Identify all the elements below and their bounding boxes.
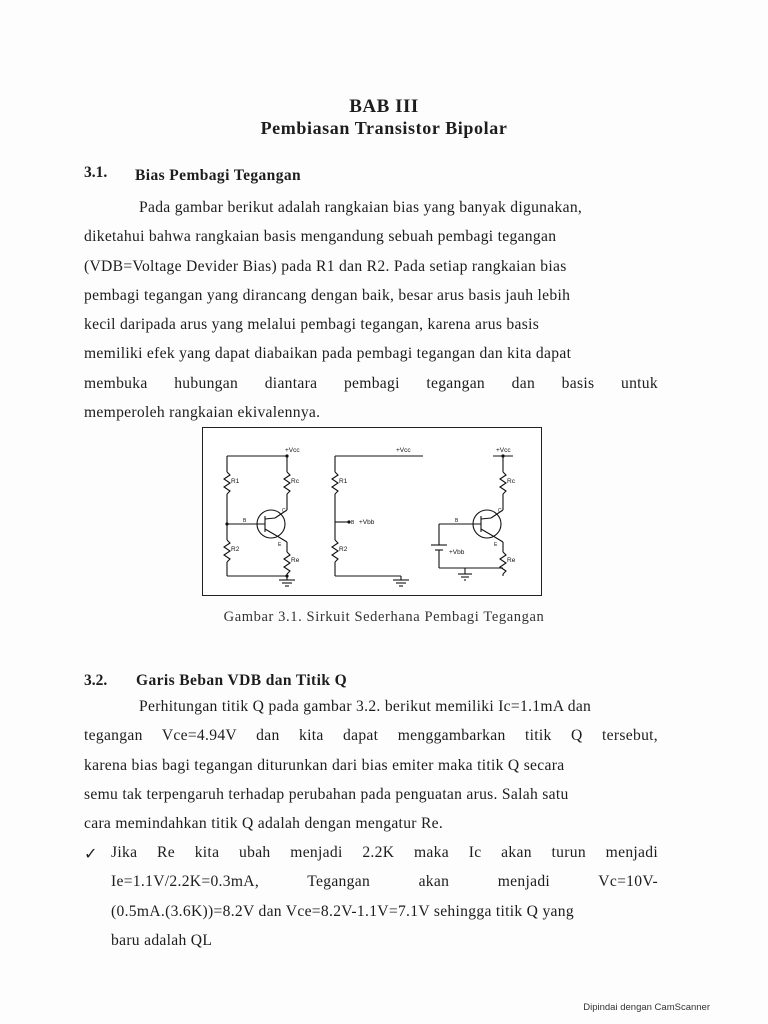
label-e: E	[494, 542, 498, 548]
paragraph-line: (VDB=Voltage Devider Bias) pada R1 dan R2. Pada setiap rangkaian bias	[84, 257, 567, 275]
label-re: Re	[291, 557, 300, 564]
label-r2: R2	[231, 546, 240, 553]
section-2-paragraph	[84, 692, 658, 838]
section-2-number: 3.2.	[84, 672, 108, 689]
paragraph-line: tegangan Vce=4.94V dan kita dapat menggambarkan titik Q tersebut,	[84, 727, 658, 745]
circuit-figure	[202, 427, 542, 596]
paragraph-line: Pada gambar berikut adalah rangkaian bias yang banyak digunakan,	[139, 199, 583, 216]
paragraph-line: karena bias bagi tegangan diturunkan dari bias emiter maka titik Q secara	[84, 756, 565, 774]
label-rc: Rc	[507, 478, 515, 485]
chapter-title: Pembiasan Transistor Bipolar	[260, 118, 508, 138]
paragraph-line: diketahui bahwa rangkaian basis mengandung sebuah pembagi tegangan	[84, 228, 557, 246]
section-2-title: Garis Beban VDB dan Titik Q	[136, 672, 348, 689]
bullet-item	[111, 838, 658, 955]
label-b: B	[243, 518, 247, 524]
paragraph-line: memiliki efek yang dapat diabaikan pada pembagi tegangan dan kita dapat	[84, 345, 572, 363]
section-1-number: 3.1.	[84, 164, 108, 181]
bullet-line: Ie=1.1V/2.2K=0.3mA, Tegangan akan menjadi Vc=10V-	[111, 873, 658, 891]
paragraph-line: membuka hubungan diantara pembagi tegangan dan basis untuk	[84, 374, 658, 392]
label-vbb: +Vbb	[449, 549, 465, 556]
paragraph-line: memperoleh rangkaian ekivalennya.	[84, 404, 321, 422]
figure-caption: Gambar 3.1. Sirkuit Sederhana Pembagi Tegangan	[223, 609, 545, 625]
label-r2: R2	[339, 546, 348, 553]
bullet-line: baru adalah QL	[111, 931, 213, 949]
label-e: E	[278, 542, 282, 548]
scanner-watermark: Dipindai dengan CamScanner	[583, 1002, 710, 1013]
label-rc: Rc	[291, 478, 299, 485]
label-r1: R1	[231, 478, 240, 485]
label-c: C	[282, 508, 286, 514]
paragraph-line: semu tak terpengaruh terhadap perubahan pada penguatan arus. Salah satu	[84, 785, 569, 803]
label-c: C	[498, 508, 502, 514]
paragraph-line: kecil daripada arus yang melalui pembagi tegangan, karena arus basis	[84, 316, 540, 334]
circuit-diagram	[203, 428, 541, 595]
label-b: B	[455, 518, 459, 524]
label-re: Re	[507, 557, 516, 564]
section-1-paragraph	[84, 193, 658, 427]
bullet-line: Jika Re kita ubah menjadi 2.2K maka Ic akan turun menjadi	[111, 844, 658, 861]
paragraph-line: pembagi tegangan yang dirancang dengan baik, besar arus basis jauh lebih	[84, 286, 571, 304]
label-vcc: +Vcc	[285, 447, 300, 454]
bullet-line: (0.5mA.(3.6K))=8.2V dan Vce=8.2V-1.1V=7.1V sehingga titik Q yang	[111, 902, 574, 920]
label-r1: R1	[339, 478, 348, 485]
label-b: B	[351, 520, 355, 526]
section-1-title: Bias Pembagi Tegangan	[135, 167, 302, 184]
label-vcc: +Vcc	[496, 447, 511, 454]
paragraph-line: cara memindahkan titik Q adalah dengan mengatur Re.	[84, 815, 444, 833]
paragraph-line: Perhitungan titik Q pada gambar 3.2. berikut memiliki Ic=1.1mA dan	[139, 698, 592, 715]
chapter-number: BAB III	[349, 96, 419, 117]
checkmark-icon: ✓	[84, 846, 98, 863]
label-vcc: +Vcc	[396, 447, 411, 454]
label-vbb: +Vbb	[359, 519, 375, 526]
